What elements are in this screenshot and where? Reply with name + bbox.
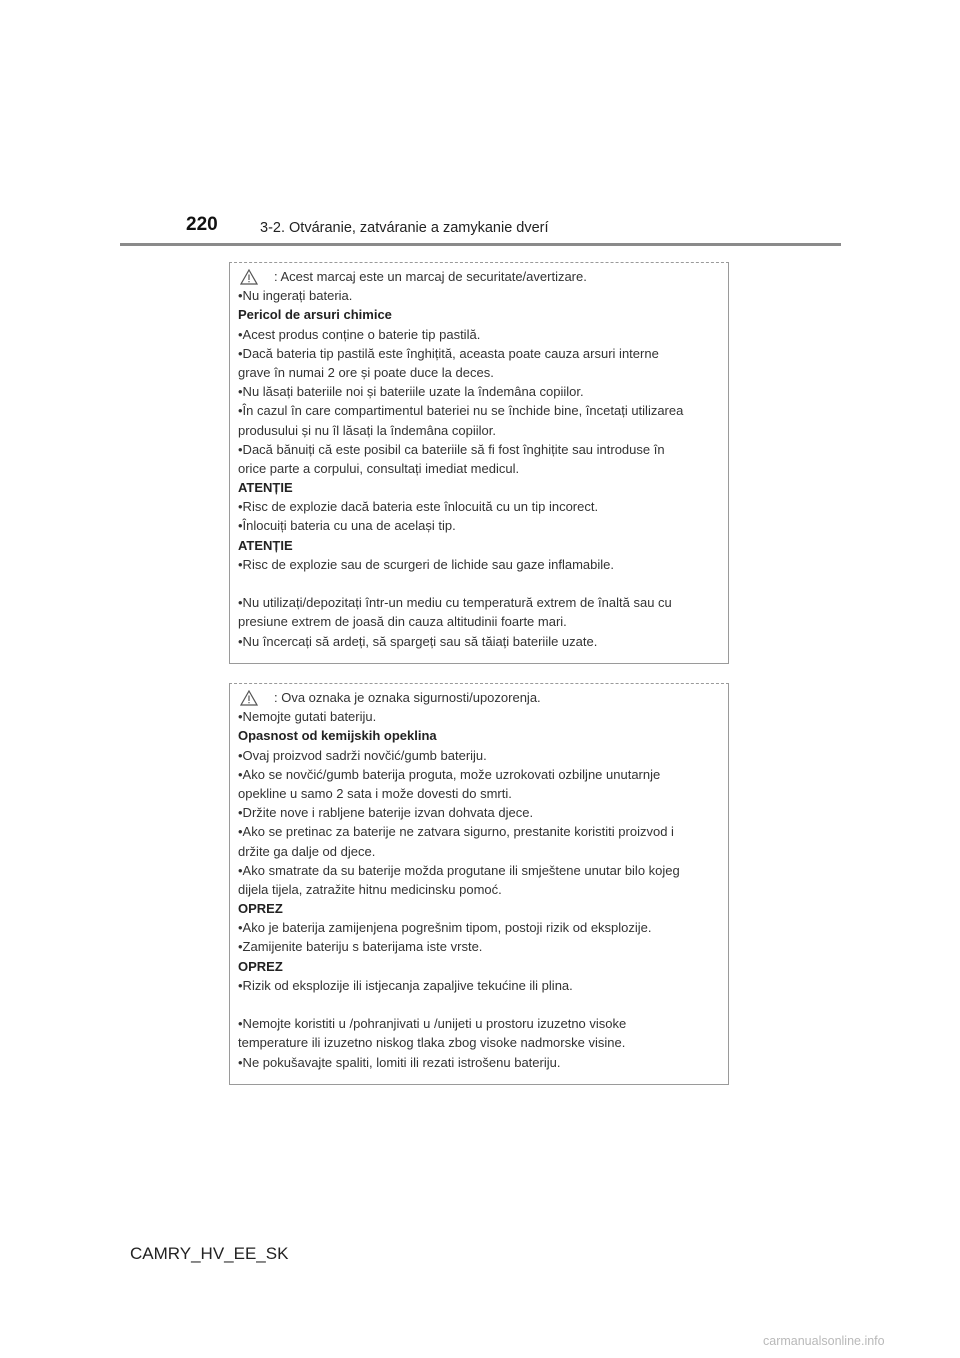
warning-text-line: •Nu lăsați bateriile noi și bateriile uzate la îndemâna copiilor. [238,384,584,400]
header-rule [120,243,841,246]
warning-heading: Pericol de arsuri chimice [238,307,392,323]
warning-text-line: •Nu utilizați/depozitați într-un mediu cu temperatură extrem de înaltă sau cu [238,595,672,611]
warning-heading: OPREZ [238,958,283,974]
warning-text-line: •Risc de explozie sau de scurgeri de lichide sau gaze inflamabile. [238,556,614,572]
warning-text-line: držite ga dalje od djece. [238,843,376,859]
warning-text-line: opekline u samo 2 sata i može dovesti do smrti. [238,785,512,801]
warning-text-line: •Acest produs conține o baterie tip pastilă. [238,326,481,342]
page-header [0,0,960,250]
warning-text-line: •Ako se novčić/gumb baterija proguta, može uzrokovati ozbiljne unutarnje [238,766,661,782]
warning-box-croatian [229,683,729,1085]
warning-text-line: •Rizik od eksplozije ili istjecanja zapaljive tekućine ili plina. [238,977,573,993]
warning-text-line: •În cazul în care compartimentul bateriei nu se închide bine, încetați utilizarea [238,403,684,419]
warning-text-line: orice parte a corpului, consultați imediat medicul. [238,460,520,476]
warning-heading: OPREZ [238,901,283,917]
warning-text-line [238,574,720,593]
warning-text-line: •Nu încercați să ardeți, să spargeți sau să tăiați bateriile uzate. [238,633,598,649]
warning-text-line: •Dacă bănuiți că este posibil ca bateriile să fi fost înghițite sau introduse în [238,441,665,457]
warning-text-line: •Nemojte gutati bateriju. [238,709,377,725]
warning-heading: Opasnost od kemijskih opeklina [238,728,437,744]
warning-text-line: temperature ili izuzetno niskog tlaka zbog visoke nadmorske visine. [238,1035,626,1051]
warning-heading: ATENȚIE [238,537,293,553]
warning-text-line: •Ako je baterija zamijenjena pogrešnim tipom, postoji rizik od eksplozije. [238,920,652,936]
warning-text-line: •Držite nove i rabljene baterije izvan dohvata djece. [238,805,534,821]
warning-text-line [238,995,720,1014]
warning-text-line: •Dacă bateria tip pastilă este înghițită, aceasta poate cauza arsuri interne [238,345,659,361]
warning-text-line: •Ovaj proizvod sadrži novčić/gumb bateriju. [238,747,487,763]
warning-box-romanian [229,262,729,664]
warning-text-line: •Ne pokušavajte spaliti, lomiti ili rezati istrošenu bateriju. [238,1054,561,1070]
warning-text-line: •Risc de explozie dacă bateria este înlocuită cu un tip incorect. [238,499,599,515]
warning-text-line: •Zamijenite bateriju s baterijama iste vrste. [238,939,483,955]
warning-triangle-icon [240,690,258,706]
warning-mark-line [238,267,720,286]
warning-text-line: •Ako se pretinac za baterije ne zatvara sigurno, prestanite koristiti proizvod i [238,824,674,840]
warning-mark-text: : Acest marcaj este un marcaj de securitate/avertizare. [274,269,587,284]
warning-text-line: •Înlocuiți bateria cu una de același tip. [238,518,456,534]
warning-text-line: produsului și nu îl lăsați la îndemâna copiilor. [238,422,496,438]
watermark: carmanualsonline.info [763,1334,885,1348]
warning-text-line: •Nu ingerați bateria. [238,288,353,304]
warning-text-line: presiune extrem de joasă din cauza altitudinii foarte mari. [238,614,567,630]
warning-text-line: dijela tijela, zatražite hitnu medicinsku pomoć. [238,881,502,897]
warning-text-line: grave în numai 2 ore și poate duce la deces. [238,364,494,380]
page-number: 220 [186,214,218,235]
warning-text-line: •Nemojte koristiti u /pohranjivati u /unijeti u prostoru izuzetno visoke [238,1016,627,1032]
document-code: CAMRY_HV_EE_SK [130,1244,289,1263]
warning-heading: ATENȚIE [238,480,293,496]
warning-mark-line [238,688,720,707]
warning-text-line: •Ako smatrate da su baterije možda progutane ili smještene unutar bilo kojeg [238,862,680,878]
warning-mark-text: : Ova oznaka je oznaka sigurnosti/upozorenja. [274,690,541,705]
warning-triangle-icon [240,269,258,285]
section-title: 3-2. Otváranie, zatváranie a zamykanie dverí [260,220,549,236]
